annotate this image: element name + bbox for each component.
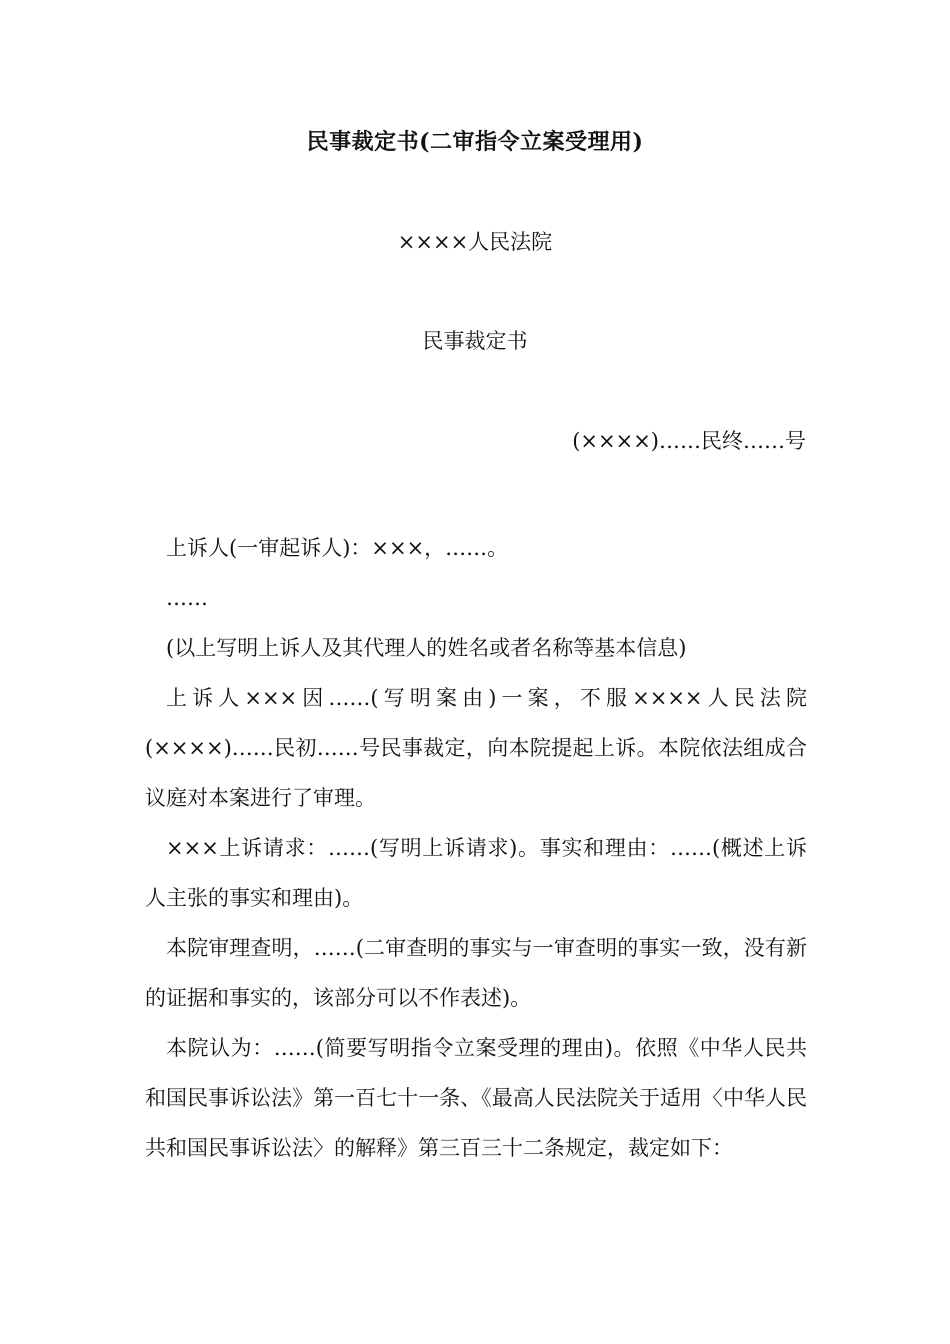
paragraph-appellant: 上诉人(一审起诉人)：×××，……。: [166, 536, 509, 560]
paragraph-ellipsis: ……: [166, 586, 208, 610]
paragraph-court-opinion: 本院认为：……(简要写明指令立案受理的理由)。依照《中华人民共和国民事诉讼法》第一百七十一条、《最高人民法院关于适用〈中华人民共和国民事诉讼法〉的解释》第三百三十二条规定，裁定如下：: [145, 1036, 807, 1160]
document-body: [145, 523, 807, 1173]
paragraph-party-note: (以上写明上诉人及其代理人的姓名或者名称等基本信息): [166, 636, 687, 660]
paragraph-facts-found: 本院审理查明，……(二审查明的事实与一审查明的事实一致，没有新的证据和事实的，该部分可以不作表述)。: [145, 936, 807, 1010]
court-name: ××××人民法院: [397, 230, 553, 254]
paragraph-case-background: 上诉人×××因……(写明案由)一案，不服××××人民法院(××××)……民初……号民事裁定，向本院提起上诉。本院依法组成合议庭对本案进行了审理。: [145, 686, 807, 810]
document-type: 民事裁定书: [422, 329, 528, 353]
case-number: (××××)……民终……号: [572, 429, 806, 453]
document-title: 民事裁定书(二审指令立案受理用): [306, 129, 644, 155]
paragraph-appeal-request: ×××上诉请求：……(写明上诉请求)。事实和理由：……(概述上诉人主张的事实和理由)。: [145, 836, 807, 910]
